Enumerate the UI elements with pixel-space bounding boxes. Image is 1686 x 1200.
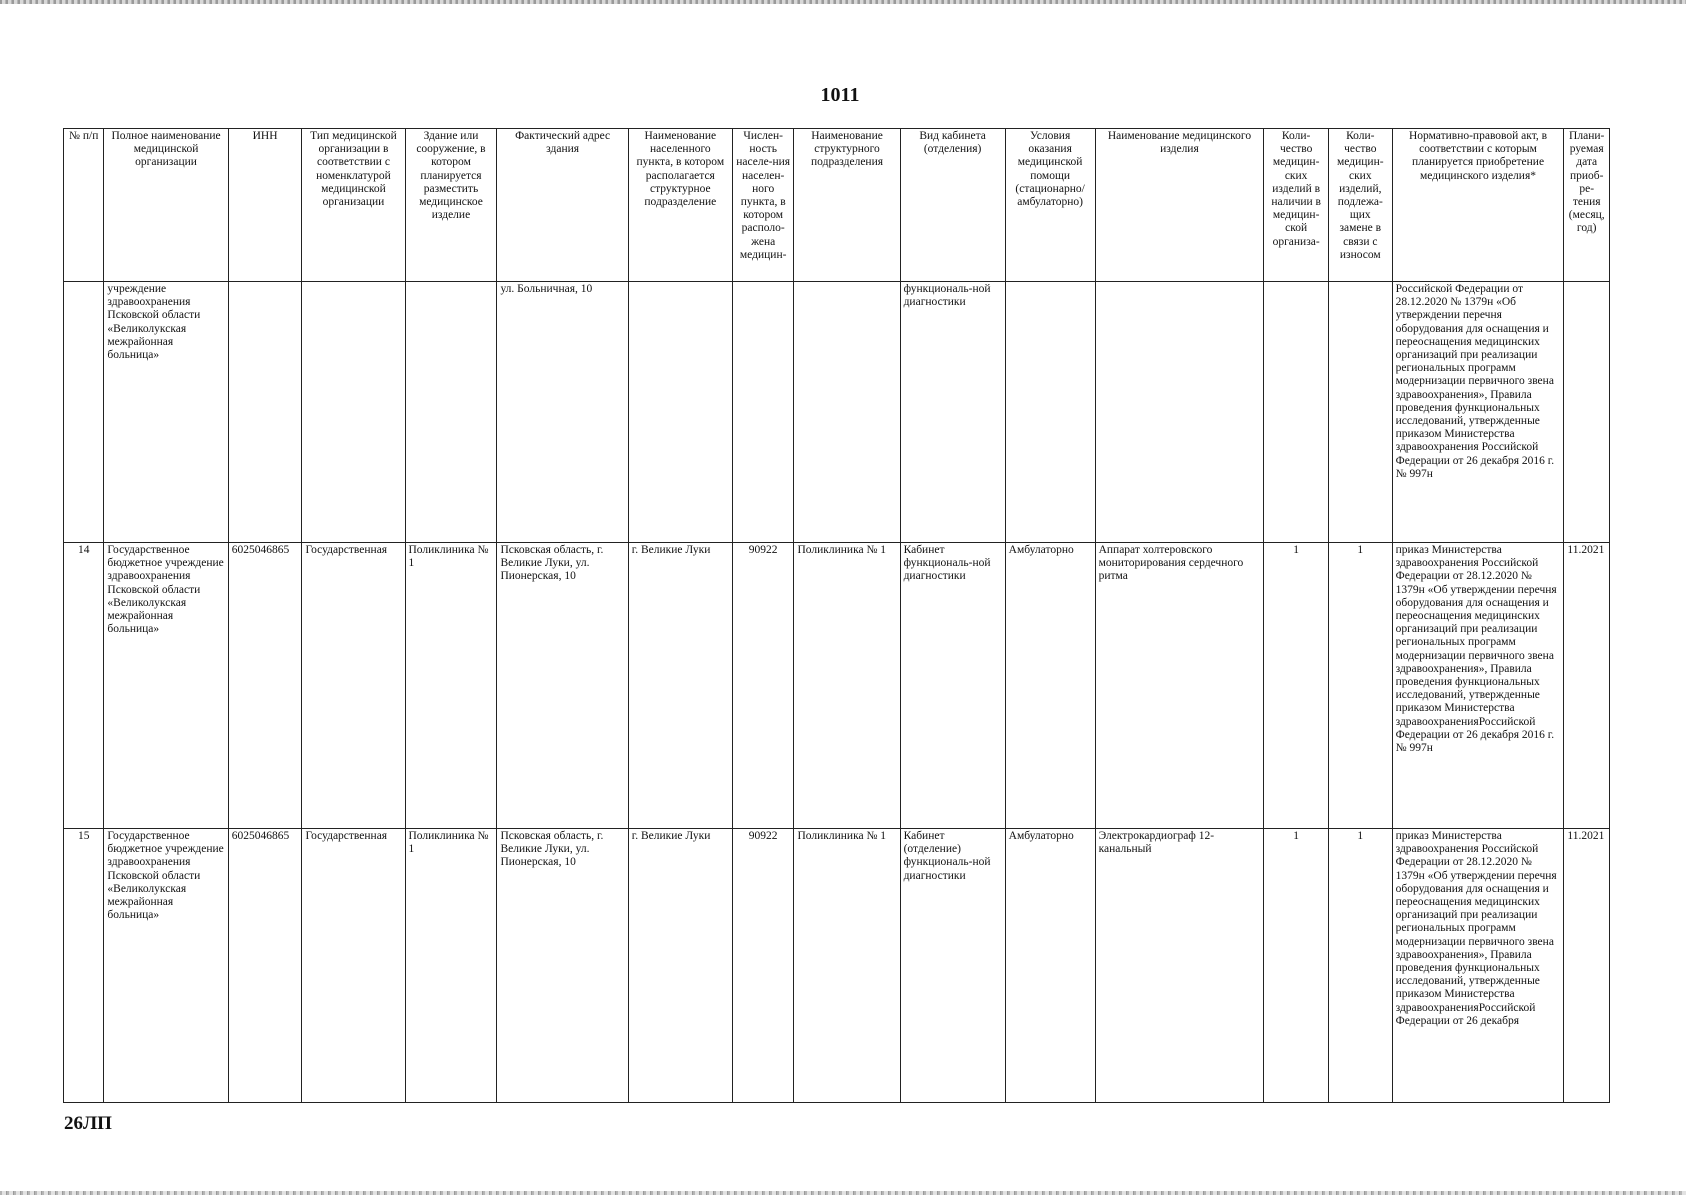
header-building — [405, 129, 497, 282]
header-building-text: Здание или сооружение, в котором планируется разместить медицинское изделие — [416, 130, 486, 222]
cell-division: Поликлиника № 1 — [794, 829, 900, 1103]
header-cabinet — [900, 129, 1005, 282]
cell-act-text: приказ Министерства здравоохранения Российской Федерации от 28.12.2020 № 1379н «Об утверждении перечня оборудования для оснащения и переоснащения медицинских организаций при реализации региональных программ модернизации первичного звена здравоохранения», Правила проведения функциональных исследований, утвержденные приказом Министерства здравоохраненияРоссийской Федерации от 26 декабря 2016 г. № 997н — [1395, 544, 1557, 755]
table-row-continued — [64, 282, 1610, 543]
header-address-text: Фактический адрес здания — [515, 130, 611, 156]
header-locality — [628, 129, 732, 282]
device-register-table — [63, 128, 1610, 1103]
cell-qty-have: 1 — [1264, 829, 1329, 1103]
cell-inn: 6025046865 — [228, 829, 302, 1103]
header-act — [1392, 129, 1564, 282]
cell-population: 90922 — [732, 829, 794, 1103]
header-cabinet-text: Вид кабинета (отделения) — [919, 130, 986, 156]
header-device-text: Наименование медицинского изделия — [1107, 130, 1252, 156]
header-address — [497, 129, 628, 282]
header-conditions-text: Условия оказания медицинской помощи (стационарно/ амбулаторно) — [1015, 130, 1085, 209]
cell-conditions: Амбулаторно — [1005, 543, 1095, 829]
cell-qty-have — [1264, 282, 1329, 543]
header-num — [64, 129, 104, 282]
table-row — [64, 543, 1610, 829]
cell-device: Аппарат холтеровского мониторирования сердечного ритма — [1095, 543, 1264, 829]
header-population-text: Числен-ность населе-ния населен-ного пункта, в котором располо-жена медицин- — [736, 130, 791, 261]
header-inn — [228, 129, 302, 282]
cell-population: 90922 — [732, 543, 794, 829]
cell-inn: 6025046865 — [228, 543, 302, 829]
header-org-text: Полное наименование медицинской организации — [111, 130, 221, 169]
cell-num — [64, 282, 104, 543]
header-org — [104, 129, 228, 282]
cell-address: Псковская область, г. Великие Луки, ул. Пионерская, 10 — [497, 829, 628, 1103]
cell-org: Государственное бюджетное учреждение здравоохранения Псковской области «Великолукская межрайонная больница» — [104, 543, 228, 829]
table-header — [64, 129, 1610, 282]
cell-division: Поликлиника № 1 — [794, 543, 900, 829]
cell-num: 14 — [64, 543, 104, 829]
cell-qty-replace: 1 — [1328, 543, 1392, 829]
cell-locality: г. Великие Луки — [628, 543, 732, 829]
cell-inn — [228, 282, 302, 543]
cell-conditions: Амбулаторно — [1005, 829, 1095, 1103]
header-division — [794, 129, 900, 282]
cell-population — [732, 282, 794, 543]
footer-code: 26ЛП — [64, 1113, 112, 1134]
header-population — [732, 129, 794, 282]
cell-date: 11.2021 — [1564, 829, 1610, 1103]
header-device — [1095, 129, 1264, 282]
cell-qty-replace: 1 — [1328, 829, 1392, 1103]
header-act-text: Нормативно-правовой акт, в соответствии с которым планируется приобретение медицинского изделия* — [1408, 130, 1548, 182]
table-row — [64, 829, 1610, 1103]
cell-division — [794, 282, 900, 543]
table-body — [64, 282, 1610, 1103]
cell-type: Государственная — [302, 543, 405, 829]
header-qty-replace-text: Коли-чество медицин-ских изделий, подлежа-щих замене в связи с износом — [1337, 130, 1384, 261]
cell-device: Электрокардиограф 12-канальный — [1095, 829, 1264, 1103]
header-type-text: Тип медицинской организации в соответствии с номенклатурой медицинской организации — [310, 130, 397, 209]
cell-building — [405, 282, 497, 543]
header-date — [1564, 129, 1610, 282]
cell-org: Государственное бюджетное учреждение здравоохранения Псковской области «Великолукская межрайонная больница» — [104, 829, 228, 1103]
page-number: 1011 — [820, 84, 860, 106]
cell-qty-have: 1 — [1264, 543, 1329, 829]
cell-cabinet: Кабинет (отделение) функциональ-ной диагностики — [900, 829, 1005, 1103]
cell-org: учреждение здравоохранения Псковской области «Великолукская межрайонная больница» — [104, 282, 228, 543]
cell-cabinet: Кабинет функциональ-ной диагностики — [900, 543, 1005, 829]
cell-date — [1564, 282, 1610, 543]
header-division-text: Наименование структурного подразделения — [811, 130, 884, 169]
cell-building: Поликлиника № 1 — [405, 543, 497, 829]
cell-device — [1095, 282, 1264, 543]
header-conditions — [1005, 129, 1095, 282]
cell-address: ул. Больничная, 10 — [497, 282, 628, 543]
cell-act — [1392, 282, 1564, 543]
cell-num: 15 — [64, 829, 104, 1103]
cell-act — [1392, 543, 1564, 829]
cell-locality — [628, 282, 732, 543]
cell-act-text: приказ Министерства здравоохранения Российской Федерации от 28.12.2020 № 1379н «Об утверждении перечня оборудования для оснащения и переоснащения медицинских организаций при реализации региональных программ модернизации первичного звена здравоохранения», Правила проведения функциональных исследований, утвержденные приказом Министерства здравоохраненияРоссийской Федерации от 26 декабря — [1395, 830, 1557, 1027]
header-locality-text: Наименование населенного пункта, в котором располагается структурное подразделение — [636, 130, 725, 209]
cell-qty-replace — [1328, 282, 1392, 543]
header-qty-have — [1264, 129, 1329, 282]
cell-conditions — [1005, 282, 1095, 543]
header-inn-text: ИНН — [252, 130, 278, 142]
header-num-text: № п/п — [69, 130, 99, 142]
cell-address: Псковская область, г. Великие Луки, ул. Пионерская, 10 — [497, 543, 628, 829]
cell-type — [302, 282, 405, 543]
cell-building: Поликлиника № 1 — [405, 829, 497, 1103]
cell-act-text: Российской Федерации от 28.12.2020 № 1379н «Об утверждении перечня оборудования для оснащения и переоснащения медицинских организаций при реализации региональных программ модернизации первичного звена здравоохранения», Правила проведения функциональных исследований, утвержденные приказом Министерства здравоохранения Российской Федерации от 26 декабря 2016 г. № 997н — [1395, 283, 1555, 480]
header-qty-have-text: Коли-чество медицин-ских изделий в наличии в медицин-ской организа- — [1271, 130, 1321, 248]
cell-locality: г. Великие Луки — [628, 829, 732, 1103]
header-type — [302, 129, 405, 282]
header-qty-replace — [1328, 129, 1392, 282]
cell-date: 11.2021 — [1564, 543, 1610, 829]
header-row — [64, 129, 1610, 282]
cell-type: Государственная — [302, 829, 405, 1103]
header-date-text: Плани-руемая дата приоб-ре-тения (месяц, год) — [1568, 130, 1605, 235]
scan-edge-bottom — [0, 1191, 1686, 1195]
scan-edge-top — [0, 0, 1686, 4]
cell-cabinet: функциональ-ной диагностики — [900, 282, 1005, 543]
cell-act — [1392, 829, 1564, 1103]
